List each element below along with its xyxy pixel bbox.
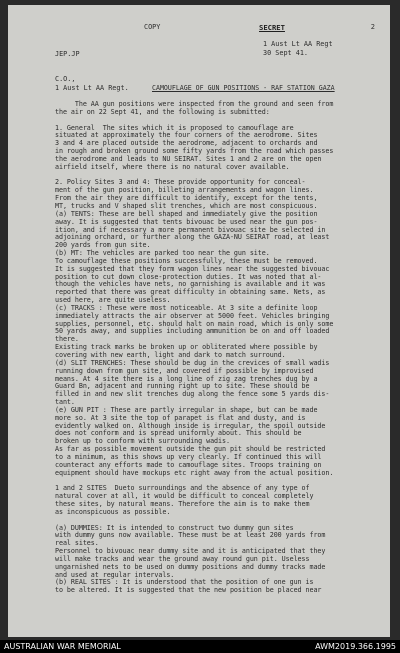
- archive-caption: [0, 640, 400, 653]
- unit-line: 1 Aust Lt AA Regt: [263, 40, 333, 48]
- recipient: C.O., 1 Aust Lt AA Regt.: [55, 75, 129, 92]
- subject-line: CAMOUFLAGE OF GUN POSITIONS - RAF STATION GAZA: [152, 84, 335, 92]
- copy-label: COPY: [144, 23, 161, 31]
- classification: SECRET: [259, 23, 285, 32]
- document-page: [8, 5, 390, 637]
- reference: JEP.JP: [55, 50, 80, 58]
- page-number: 2: [370, 23, 375, 31]
- archive-name: AUSTRALIAN WAR MEMORIAL: [4, 642, 121, 651]
- document-date: 30 Sept 41.: [263, 49, 309, 57]
- document-body: The AA gun positions were inspected from the ground and seen from the air on 22 Sept 41, and the following is submitted: 1. General The sites which it is proposed to camouflage are situated at approximately the four corners of the aerodrome. Sites 3 and 4 are placed outside the aerodrome, adjacent to orchards and in rough and broken ground some fifty yards from the road which passes the aerodrome and leads to NU SEIRAT. Sites 1 and 2 are on the open airfield itself, where there is no natural cover available. 2. Policy Sites 3 and 4: These provide opportunity for conceal- ment of the gun position, billeting arrangements and wagon lines. From the air they are difficult to identify, except for the tents, MT, trucks and V shaped slit trenches, which are most conspicuous. (a) TENTS: These are bell shaped and immediately give the position away. It is suggested that tents bivouac be used near the gun pos- ition, and if necessary a more permanent bivouac site be selected in adjoining orchard, or further along the GAZA-NU SEIRAT road, at least 200 yards from gun site. (b) MT: The vehicles are parked too near the gun site. To camouflage these positions successfully, these must be removed. It is suggested that they form wagon lines near the suggested bivouac position to cut down close-protection duties. It was noted that al- though the vehicles have nets, no garnishing is available and it was reported that there was great difficulty in obtaining same. Nets, as used here, are quite useless. (c) TRACKS : These were most noticeable. At 3 site a definite loop immediately attracts the air observer at 5000 feet. Vehicles bringing supplies, personnel, etc. should halt on main road, which is only some 50 yards away, and supplies including ammunition be on and off loaded there. Existing track marks be broken up or obliterated where possible by covering with new earth, light and dark to match surround. (d) SLIT TRENCHES: These should be dug in the crevices of small wadis running down from gun site, and covered if possible by improvised means. At 4 site there is a long line of zig zag trenches dug by a Guard Bn, adjacent and running right up to site. These should be filled in and new slit trenches dug along the fence some 5 yards dis- tant. (e) GUN PIT : These are partly irregular in shape, but can be made more so. At 3 site the top of parapet is flat and dusty, and is evidently walked on. Although inside is irregular, the spoil outside does not conform and is spread uniformly about. This should be broken up to conform with surrounding wadis. As far as possible movement outside the gun pit should be restricted to a minimum, as this shows up very clearly. If continued this will counteract any efforts made to camouflage sites. Troops training on equipment should have mockups etc right away from the actual position. 1 and 2 SITES Dueto surroundings and the absence of any type of natural cover at all, it would be difficult to conceal completely these sites, by natural means. Therefore the aim is to make them as inconspicuous as possible. (a) DUMMIES: It is intended to construct two dummy gun sites with dummy guns now available. These must be at least 200 yards from real sites. Personnel to bivouac near dummy site and it is anticipated that they will make tracks and wear the ground away round gun pit. Useless ungarnished nets to be used on dummy positions and dummy tracks made and used at regular intervals. (b) REAL SITES : It is understood that the position of one gun is to be altered. It is suggested that the new position be placed near: [55, 100, 334, 595]
- archive-id: AWM2019.366.1995: [315, 642, 396, 651]
